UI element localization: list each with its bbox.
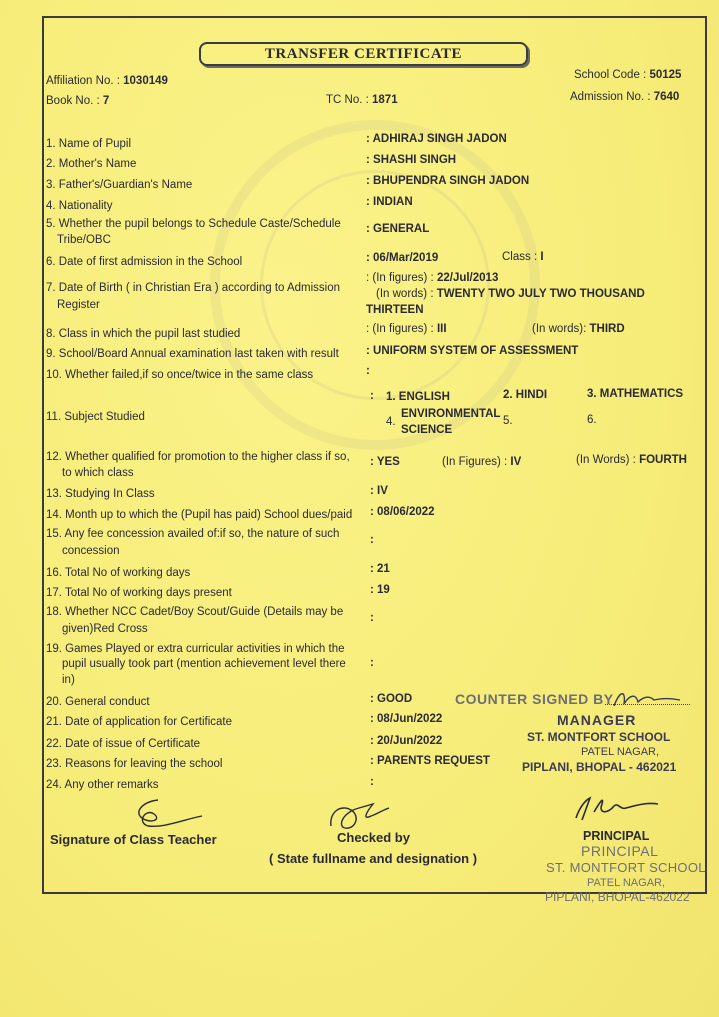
row-1-label: 1. Name of Pupil (46, 138, 132, 150)
row-5-label-a: 5. Whether the pupil belongs to Schedule Caste/Schedule (46, 218, 341, 230)
manager-signature-icon (610, 688, 685, 710)
tc-no: TC No. : 1871 (326, 94, 398, 106)
row-4-label: 4. Nationality (46, 200, 113, 212)
row-16-label: 16. Total No of working days (46, 567, 191, 579)
row-3-label: 3. Father's/Guardian's Name (46, 179, 193, 191)
row-11-label: 11. Subject Studied (46, 411, 145, 423)
row-7-figures: : (In figures) : 22/Jul/2013 (366, 272, 499, 284)
row-23-value: : PARENTS REQUEST (370, 755, 490, 767)
row-19-label-b: pupil usually took part (mention achievement level there (62, 658, 346, 670)
certificate-title: TRANSFER CERTIFICATE (199, 42, 528, 66)
row-17-label: 17. Total No of working days present (46, 587, 232, 599)
row-7-label-a: 7. Date of Birth ( in Christian Era ) according to Admission (46, 282, 341, 294)
row-22-value: : 20/Jun/2022 (370, 735, 443, 747)
row-12-label-b: to which class (62, 467, 134, 479)
principal-signature-icon (568, 792, 663, 826)
subject-4-line-b: SCIENCE (401, 424, 453, 436)
row-6-value: : 06/Mar/2019 (366, 252, 439, 264)
stamp-city: PIPLANI, BHOPAL - 462021 (522, 760, 677, 774)
row-14-label: 14. Month up to which the (Pupil has paid) School dues/paid (46, 509, 353, 521)
row-21-value: : 08/Jun/2022 (370, 713, 443, 725)
row-3-value: : BHUPENDRA SINGH JADON (366, 175, 530, 187)
row-16-value: : 21 (370, 563, 390, 575)
affiliation-no: Affiliation No. : 1030149 (46, 75, 168, 87)
row-8-label: 8. Class in which the pupil last studied (46, 328, 241, 340)
checked-by-signature-icon (325, 800, 395, 834)
row-21-label: 21. Date of application for Certificate (46, 716, 233, 728)
row-19-label-a: 19. Games Played or extra curricular activities in which the (46, 643, 345, 655)
subject-5: 5. (503, 415, 513, 427)
row-6-class: Class : I (502, 251, 544, 263)
row-19-label-c: in) (62, 674, 75, 686)
row-9-value: : UNIFORM SYSTEM OF ASSESSMENT (366, 345, 579, 357)
row-2-value: : SHASHI SINGH (366, 154, 457, 166)
row-12-figures: (In Figures) : IV (442, 456, 522, 468)
checked-by-label: Checked by (337, 830, 410, 845)
row-24-label: 24. Any other remarks (46, 779, 159, 791)
row-8-figures: : (In figures) : III (366, 323, 447, 335)
row-20-value: : GOOD (370, 693, 413, 705)
principal-stamp-city: PIPLANI, BHOPAL-462022 (545, 890, 690, 904)
row-23-label: 23. Reasons for leaving the school (46, 758, 223, 770)
book-no: Book No. : 7 (46, 95, 110, 107)
admission-no: Admission No. : 7640 (570, 91, 680, 103)
row-15-label-a: 15. Any fee concession availed of:if so, the nature of such (46, 528, 340, 540)
subject-4-line-a: ENVIRONMENTAL (401, 408, 501, 420)
countersigned-label: COUNTER SIGNED BY (455, 691, 614, 707)
subject-3: 3. MATHEMATICS (587, 388, 684, 400)
class-teacher-label: Signature of Class Teacher (50, 832, 217, 847)
row-7-words-cont: THIRTEEN (366, 304, 424, 316)
row-7-label-b: Register (57, 299, 100, 311)
row-11-colon: : (370, 390, 374, 402)
subject-2: 2. HINDI (503, 389, 548, 401)
row-12-value: : YES (370, 456, 400, 468)
row-22-label: 22. Date of issue of Certificate (46, 738, 201, 750)
row-14-value: : 08/06/2022 (370, 506, 435, 518)
row-8-words: (In words): THIRD (532, 323, 625, 335)
row-12-label-a: 12. Whether qualified for promotion to the higher class if so, (46, 451, 350, 463)
stamp-school: ST. MONTFORT SCHOOL (527, 730, 671, 744)
row-6-label: 6. Date of first admission in the School (46, 256, 243, 268)
principal-stamp-school: ST. MONTFORT SCHOOL (546, 860, 706, 875)
subject-4-number: 4. (386, 416, 396, 428)
row-13-label: 13. Studying In Class (46, 488, 155, 500)
row-10-value: : (366, 365, 370, 377)
row-7-words: (In words) : TWENTY TWO JULY TWO THOUSAND (376, 288, 645, 300)
row-1-value: : ADHIRAJ SINGH JADON (366, 133, 507, 145)
subject-6: 6. (587, 414, 597, 426)
subject-1: 1. ENGLISH (386, 391, 450, 403)
row-17-value: : 19 (370, 584, 390, 596)
row-15-label-b: concession (62, 545, 120, 557)
row-18-value: : (370, 612, 374, 624)
school-code: School Code : 50125 (574, 69, 682, 81)
row-19-value: : (370, 657, 374, 669)
row-10-label: 10. Whether failed,if so once/twice in the same class (46, 369, 314, 381)
class-teacher-signature-icon (128, 796, 208, 830)
row-2-label: 2. Mother's Name (46, 158, 137, 170)
stamp-area: PATEL NAGAR, (581, 746, 660, 758)
principal-label: PRINCIPAL (583, 829, 650, 843)
row-5-label-b: Tribe/OBC (57, 234, 111, 246)
row-18-label-b: given)Red Cross (62, 623, 148, 635)
row-15-value: : (370, 534, 374, 546)
principal-stamp-area: PATEL NAGAR, (587, 877, 666, 889)
designation-label: ( State fullname and designation ) (269, 851, 478, 866)
row-24-value: : (370, 776, 374, 788)
stamp-manager: MANAGER (557, 712, 637, 728)
row-12-words: (In Words) : FOURTH (576, 454, 687, 466)
row-5-value: : GENERAL (366, 223, 430, 235)
row-13-value: : IV (370, 485, 388, 497)
row-18-label-a: 18. Whether NCC Cadet/Boy Scout/Guide (Details may be (46, 606, 344, 618)
row-9-label: 9. School/Board Annual examination last taken with result (46, 348, 339, 360)
principal-stamp-title: PRINCIPAL (581, 843, 659, 859)
row-4-value: : INDIAN (366, 196, 413, 208)
row-20-label: 20. General conduct (46, 696, 150, 708)
